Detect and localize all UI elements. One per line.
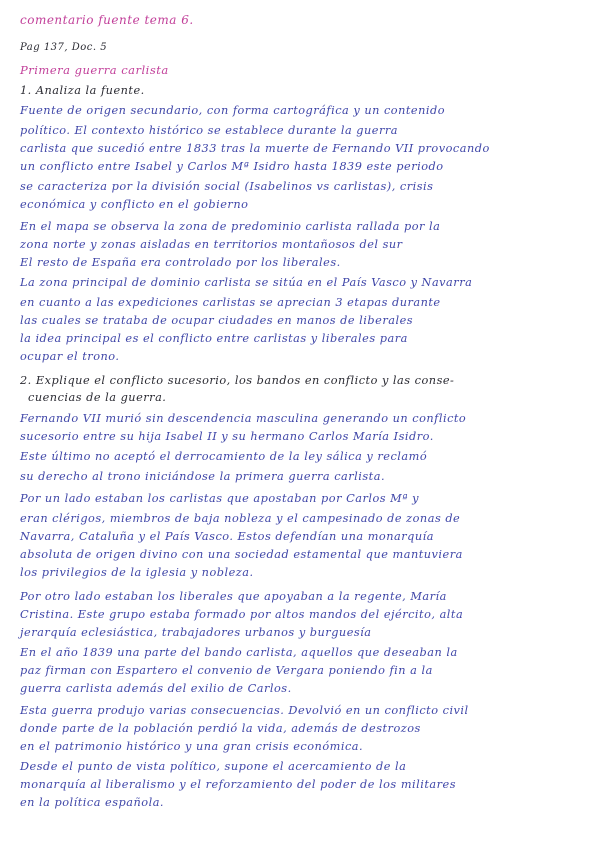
answer-line: guerra carlista además del exilio de Carlos.: [20, 682, 292, 695]
answer-line: Por un lado estaban los carlistas que apostaban por Carlos Mª y: [20, 492, 420, 505]
answer-line: absoluta de origen divino con una sociedad estamental que mantuviera: [20, 548, 463, 561]
page-title: comentario fuente tema 6.: [20, 13, 194, 27]
page-reference: Pag 137, Doc. 5: [20, 42, 108, 53]
answer-line: eran clérigos, miembros de baja nobleza y el campesinado de zonas de: [20, 512, 461, 525]
answer-line: El resto de España era controlado por los liberales.: [20, 256, 341, 269]
answer-line: Desde el punto de vista político, supone el acercamiento de la: [20, 760, 407, 773]
answer-line: Fernando VII murió sin descendencia masculina generando un conflicto: [20, 412, 467, 425]
answer-line: carlista que sucedió entre 1833 tras la muerte de Fernando VII provocando: [20, 142, 490, 155]
answer-line: las cuales se trataba de ocupar ciudades en manos de liberales: [20, 314, 414, 327]
answer-line: en el patrimonio histórico y una gran crisis económica.: [20, 740, 364, 753]
answer-line: paz firman con Espartero el convenio de Vergara poniendo fin a la: [20, 664, 433, 677]
question-2-heading: cuencias de la guerra.: [28, 391, 167, 404]
answer-line: zona norte y zonas aisladas en territorios montañosos del sur: [20, 238, 403, 251]
answer-line: económica y conflicto en el gobierno: [20, 198, 249, 211]
section-subtitle: Primera guerra carlista: [20, 63, 169, 77]
answer-line: en la política española.: [20, 796, 165, 809]
question-2-heading: 2. Explique el conflicto sucesorio, los bandos en conflicto y las conse-: [20, 374, 455, 387]
answer-line: monarquía al liberalismo y el reforzamiento del poder de los militares: [20, 778, 457, 791]
answer-line: La zona principal de dominio carlista se sitúa en el País Vasco y Navarra: [20, 276, 473, 289]
answer-line: Esta guerra produjo varias consecuencias. Devolvió en un conflicto civil: [20, 704, 469, 717]
answer-line: Por otro lado estaban los liberales que apoyaban a la regente, María: [20, 590, 447, 603]
question-1-heading: 1. Analiza la fuente.: [20, 84, 145, 97]
answer-line: Navarra, Cataluña y el País Vasco. Estos defendían una monarquía: [20, 530, 434, 543]
answer-line: donde parte de la población perdió la vida, además de destrozos: [20, 722, 421, 735]
answer-line: político. El contexto histórico se establece durante la guerra: [20, 124, 399, 137]
answer-line: ocupar el trono.: [20, 350, 120, 363]
answer-line: sucesorio entre su hija Isabel II y su hermano Carlos María Isidro.: [20, 430, 434, 443]
answer-line: en cuanto a las expediciones carlistas se aprecian 3 etapas durante: [20, 296, 441, 309]
answer-line: su derecho al trono iniciándose la primera guerra carlista.: [20, 470, 386, 483]
answer-line: un conflicto entre Isabel y Carlos Mª Isidro hasta 1839 este periodo: [20, 160, 444, 173]
answer-line: En el mapa se observa la zona de predominio carlista rallada por la: [20, 220, 441, 233]
answer-line: Este último no aceptó el derrocamiento de la ley sálica y reclamó: [20, 450, 428, 463]
answer-line: En el año 1839 una parte del bando carlista, aquellos que deseaban la: [20, 646, 458, 659]
answer-line: la idea principal es el conflicto entre carlistas y liberales para: [20, 332, 408, 345]
answer-line: jerarquía eclesiástica, trabajadores urbanos y burguesía: [20, 626, 372, 639]
answer-line: se caracteriza por la división social (Isabelinos vs carlistas), crisis: [20, 180, 434, 193]
answer-line: Cristina. Este grupo estaba formado por altos mandos del ejército, alta: [20, 608, 464, 621]
answer-line: los privilegios de la iglesia y nobleza.: [20, 566, 254, 579]
answer-line: Fuente de origen secundario, con forma cartográfica y un contenido: [20, 104, 446, 117]
